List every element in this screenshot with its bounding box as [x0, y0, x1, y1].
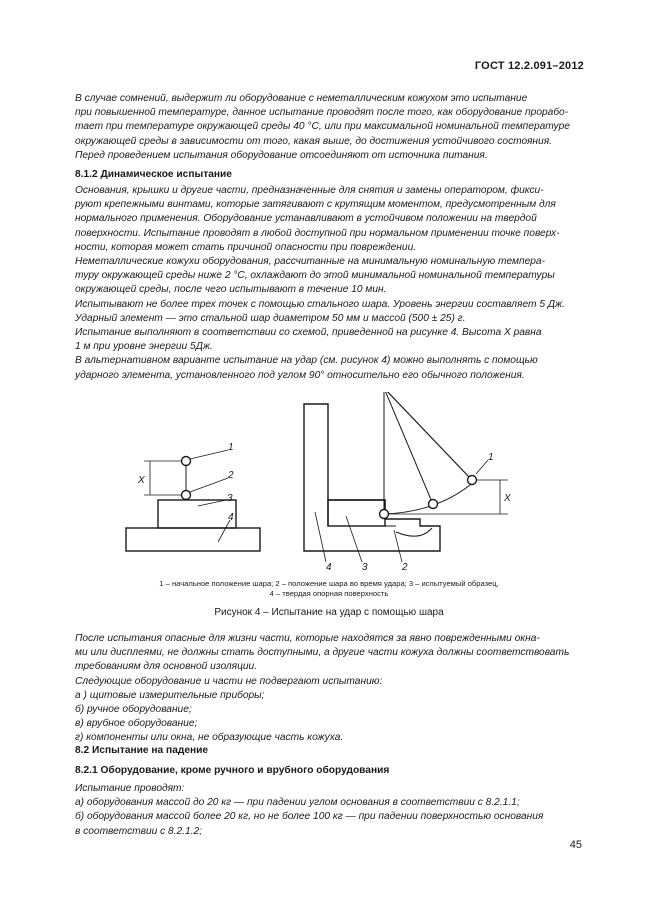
- support-surface-left: [126, 528, 260, 551]
- text-line: а) оборудования массой до 20 кг — при падении углом основания в соответствии с 8.2.1.1;: [75, 797, 520, 809]
- text-line: окружающей среды в зависимости от того, какая выше, до достижения устойчивого состояния.: [75, 135, 552, 147]
- page-number: 45: [569, 839, 582, 851]
- label-1-left: 1: [228, 442, 234, 453]
- figure-4-impact-test: [110, 392, 530, 582]
- text-line: тает при температуре окружающей среды 40 °С, или при максимальной номинальной температуре: [75, 121, 570, 133]
- text-line: Испытывают не более трех точек с помощью стального шара. Уровень энергии составляет 5 Дж.: [75, 298, 565, 310]
- label-2-left: 2: [228, 470, 234, 481]
- section-heading-8-1-2: 8.1.2 Динамическое испытание: [75, 169, 232, 180]
- label-3-right: 3: [362, 562, 368, 573]
- paragraph-doubt: [75, 92, 583, 163]
- text-line: Испытание проводят:: [75, 783, 185, 794]
- text-line: Испытание выполняют в соответствии со схемой, приведенной на рисунке 4. Высота X равна: [75, 327, 542, 339]
- label-x-right: X: [504, 493, 511, 504]
- text-line: После испытания опасные для жизни части, которые находятся за явно поврежденными окна-: [75, 633, 540, 644]
- legend-line-1: 1 – начальное положение шара; 2 – положение шара во время удара; 3 – испытуемый образец,: [159, 579, 499, 588]
- paragraph-drop-test: [75, 782, 583, 839]
- standard-header: ГОСТ 12.2.091–2012: [474, 60, 584, 72]
- label-3-left: 3: [227, 493, 233, 504]
- specimen-left: [158, 500, 236, 528]
- text-line: Ударный элемент — это стальной шар диаметром 50 мм и массой (500 ± 25) г.: [75, 312, 466, 324]
- paragraph-after-test: [75, 632, 583, 746]
- text-line: а ) щитовые измерительные приборы;: [75, 689, 265, 701]
- text-line: 1 м при уровне энергии 5Дж.: [75, 341, 213, 353]
- text-line: б) оборудования массой более 20 кг, но не более 100 кг — при падении поверхностью основания: [75, 811, 544, 823]
- text-line: нормального применения. Оборудование устанавливают в устойчивом положении на твердой: [75, 213, 537, 225]
- label-2-right: 2: [402, 562, 408, 573]
- text-line: ударного элемента, установленного под углом 90° относительно его обычного положения.: [75, 369, 525, 381]
- ball-initial-right: [468, 476, 477, 485]
- figure-title: Рисунок 4 – Испытание на удар с помощью шара: [214, 607, 444, 618]
- text-line: требованиям для основной изоляции.: [75, 661, 258, 673]
- section-heading-8-2: 8.2 Испытание на падение: [75, 745, 209, 756]
- label-x-left: X: [138, 475, 145, 486]
- ball-impact-right: [380, 510, 389, 519]
- figure-legend: [75, 579, 583, 599]
- legend-line-2: 4 – твердая опорная поверхность: [269, 589, 389, 598]
- text-line: туру окружающей среды ниже 2 °С, охлаждают до этой минимальной номинальной температуры: [75, 270, 555, 282]
- label-1-right: 1: [488, 452, 494, 463]
- text-line: руют крепежными винтами, которые затягивают с крутящим моментом, предусмотренным для: [75, 199, 556, 211]
- text-line: г) компоненты или окна, не образующие часть кожуха.: [75, 732, 344, 744]
- text-line: поверхности. Испытание проводят в любой доступной при нормальном применении точке поверх-: [75, 227, 560, 239]
- section-heading-8-2-1: 8.2.1 Оборудование, кроме ручного и врубного оборудования: [75, 765, 390, 776]
- text-line: при повышенной температуре, данное испытание проводят после того, как оборудование прорабо-: [75, 107, 569, 119]
- ball-mid-right: [429, 500, 438, 509]
- text-line: В случае сомнений, выдержит ли оборудование с неметаллическим кожухом это испытание: [75, 93, 528, 104]
- text-line: окружающей среды, после чего испытывают в течение 10 мин.: [75, 284, 387, 296]
- ball-initial-left: [182, 457, 191, 466]
- text-line: В альтернативном варианте испытание на удар (см. рисунок 4) можно выполнять с помощью: [75, 355, 538, 367]
- text-line: б) ручное оборудование;: [75, 704, 192, 716]
- specimen-right: [328, 500, 385, 526]
- label-4-left: 4: [228, 512, 234, 523]
- text-line: Перед проведением испытания оборудование отсоединяют от источника питания.: [75, 149, 488, 161]
- text-line: Основания, крышки и другие части, предназначенные для снятия и замены оператором, фикси-: [75, 185, 544, 196]
- text-line: ми или дисплеями, не должны стать доступными, а другие части кожуха должны соответствовать: [75, 647, 570, 659]
- text-line: Следующие оборудование и части не подвергают испытанию:: [75, 675, 383, 687]
- paragraph-dynamic-test: [75, 184, 583, 383]
- text-line: в) врубное оборудование;: [75, 718, 198, 730]
- text-line: Неметаллические кожухи оборудования, рассчитанные на минимальную номинальную темпера-: [75, 256, 545, 268]
- label-4-right: 4: [326, 562, 332, 573]
- text-line: в соответствии с 8.2.1.2;: [75, 825, 203, 837]
- ball-impact-left: [182, 491, 191, 500]
- text-line: ности, которая может стать причиной опасности при повреждении.: [75, 241, 417, 253]
